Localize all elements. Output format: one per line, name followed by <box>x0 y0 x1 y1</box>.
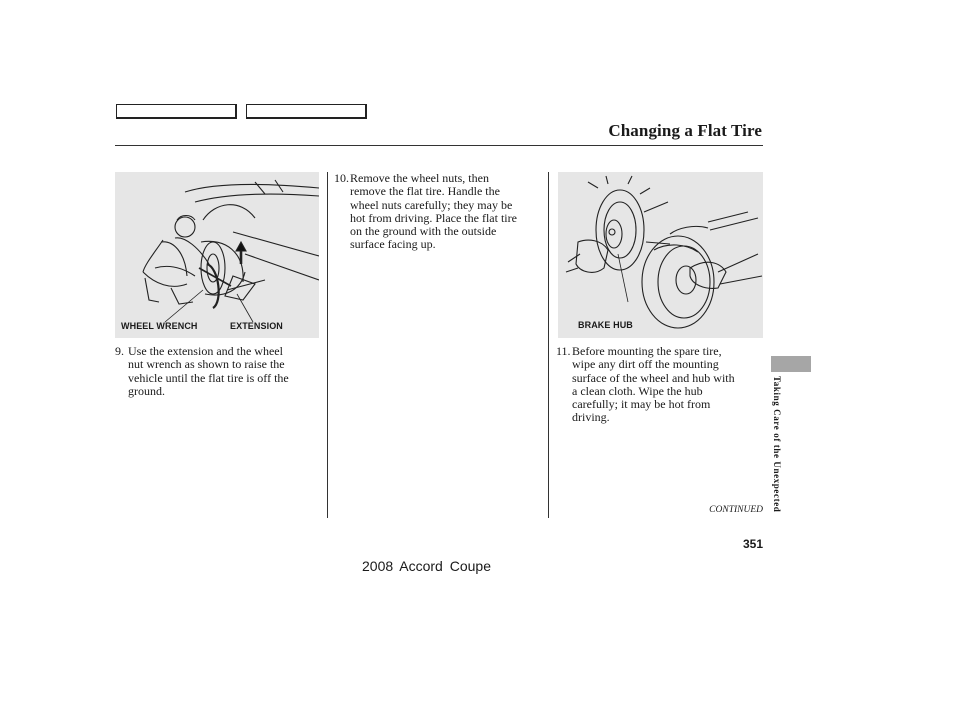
step-number: 10. <box>334 171 349 185</box>
section-tab-label: Taking Care of the Unexpected <box>772 376 782 513</box>
figure-raise-vehicle <box>115 172 319 338</box>
step-line: surface facing up. <box>350 237 436 252</box>
caption-extension: EXTENSION <box>230 321 283 331</box>
step-line: a clean cloth. Wipe the hub <box>572 383 703 398</box>
step-line: surface of the wheel and hub with <box>572 370 735 385</box>
step-line: Use the extension and the wheel <box>128 344 283 358</box>
raise-vehicle-illustration <box>115 172 319 338</box>
step-line: wipe any dirt off the mounting <box>572 357 719 372</box>
step-line: driving. <box>572 410 610 425</box>
step-text <box>572 345 735 425</box>
caption-brake-hub: BRAKE HUB <box>578 320 633 330</box>
step-line: hot from driving. Place the flat tire <box>350 210 517 225</box>
step-line: on the ground with the outside <box>350 224 497 239</box>
page-title: Changing a Flat Tire <box>608 121 762 140</box>
figure-brake-hub <box>558 172 763 338</box>
nav-tab-1[interactable] <box>116 104 237 119</box>
step-line: nut wrench as shown to raise the <box>128 357 285 372</box>
column-divider-1 <box>327 172 328 518</box>
page-number: 351 <box>742 537 763 551</box>
footer-model: 2008 Accord Coupe <box>362 558 491 574</box>
caption-wheel-wrench: WHEEL WRENCH <box>121 321 198 331</box>
nav-tab-2[interactable] <box>246 104 367 119</box>
continued-label: CONTINUED <box>709 505 763 515</box>
brake-hub-illustration <box>558 172 763 338</box>
step-text <box>350 172 517 252</box>
column-divider-2 <box>548 172 549 518</box>
header-rule <box>115 145 763 146</box>
step-line: wheel nuts carefully; they may be <box>350 197 513 212</box>
step-line: remove the flat tire. Handle the <box>350 184 500 199</box>
step-text <box>128 345 289 398</box>
step-number: 9. <box>115 344 124 358</box>
step-line: carefully; it may be hot from <box>572 397 711 412</box>
step-line: Before mounting the spare tire, <box>572 344 722 358</box>
step-line: ground. <box>128 383 165 398</box>
step-line: Remove the wheel nuts, then <box>350 171 489 185</box>
section-tab-marker[interactable] <box>771 356 811 372</box>
step-number: 11. <box>556 344 571 358</box>
step-line: vehicle until the flat tire is off the <box>128 370 289 385</box>
